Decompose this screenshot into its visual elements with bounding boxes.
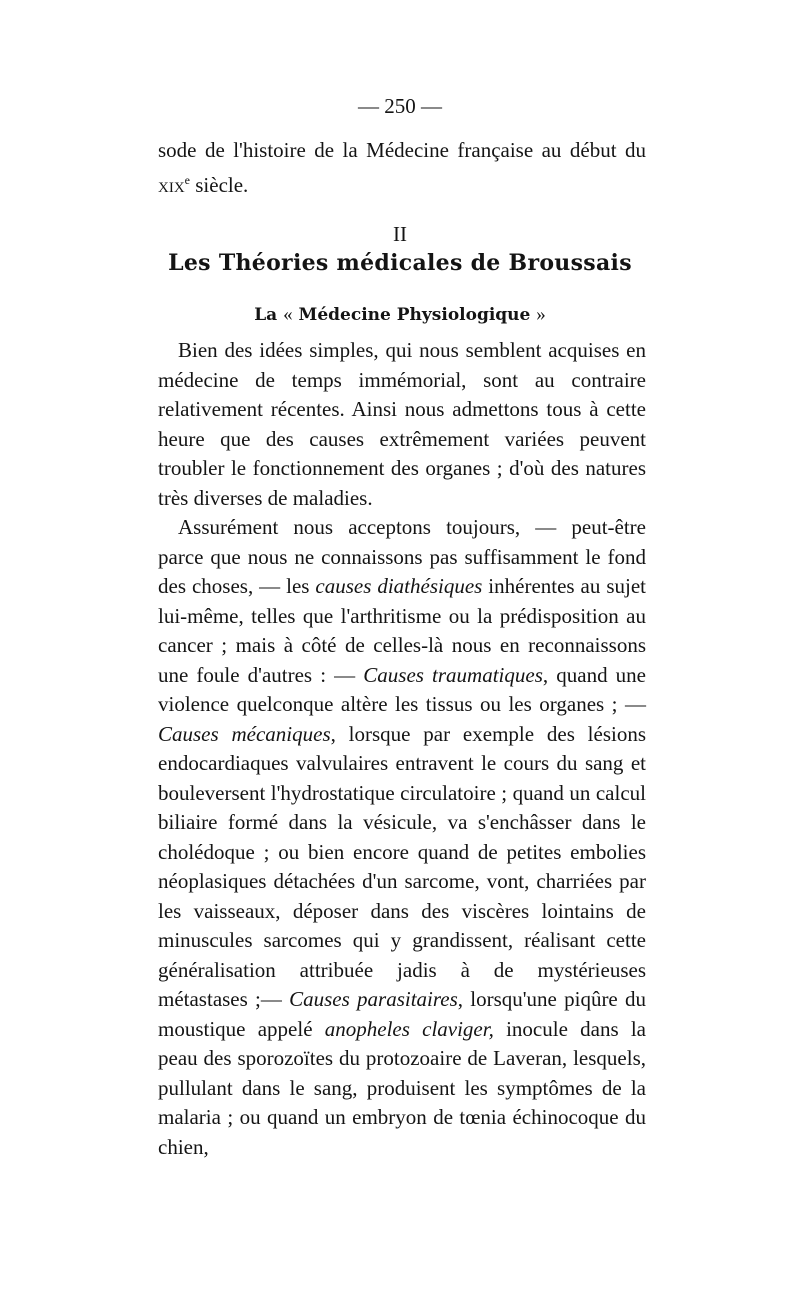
p2-italic-diathesiques: causes diathésiques xyxy=(315,574,483,598)
paragraph-1: Bien des idées simples, qui nous semblent acquises en médecine de temps immémorial, sont au contraire relativement récentes. Ainsi nous admettons tous à cette heure que des causes extrêmement variées peuvent troubler le fonctionnement des organes ; d'où des natures très diverses de maladies. xyxy=(158,338,646,510)
chapter-title: Les Théories médicales de Broussais xyxy=(168,250,632,276)
section-number: II xyxy=(393,222,407,246)
p2-text-3: , quand une violence quelconque altère les tissus ou les organes ; — xyxy=(158,662,646,716)
section-title-article: La xyxy=(254,305,284,325)
p2-text-6: inocule dans la peau des sporozoïtes du protozoaire de Laveran, lesquels, pullulant dans le sang, produisent les symptômes de la malaria ; ou quand un embryon de tœnia échinocoque du chien, xyxy=(158,1016,646,1159)
p2-text-4: , lorsque par exemple des lésions endocardiaques valvulaires entravent le cours du sang et bouleversent l'hydrostatique circulatoire ; quand un calcul biliaire formé dans la vésicule, va s'enchâsser dans le cholédoque ; ou bien encore quand de petites embolies néoplasiques détachées d'un sarcome, vont, charriées par les vaisseaux, déposer dans des viscères lointains de minuscules sarcomes qui y grandissent, réalisant cette généralisation attribuée jadis à de mystérieuses métastases ;— xyxy=(158,721,647,1011)
p2-italic-traumatiques: Causes traumatiques xyxy=(363,662,543,687)
century-superscript: e xyxy=(184,172,190,187)
p2-italic-parasitaires: Causes parasitaires xyxy=(289,987,458,1011)
p2-text-2: inhérentes au sujet lui-même, telles que l'arthritisme ou la prédisposition au cancer ; mais à côté de celles-là nous en reconnaissons une foule d'autres : — xyxy=(158,574,647,687)
p2-italic-mecaniques: Causes mécaniques xyxy=(158,721,331,746)
lead-text-end: siècle. xyxy=(190,172,249,197)
body-text xyxy=(158,336,646,1162)
section-title xyxy=(0,304,800,326)
section-title-text: Médecine Physiologique xyxy=(292,305,537,325)
lead-text: sode de l'histoire de la Médecine française au début du xyxy=(158,138,646,162)
lead-paragraph xyxy=(158,136,646,200)
p2-italic-anopheles: anopheles claviger, xyxy=(324,1016,494,1041)
p2-text-1: Assurément nous acceptons toujours, — peut-être parce que nous ne connaissons pas suffisamment le fond des choses, — les xyxy=(158,515,646,598)
century-numeral: xix xyxy=(158,172,185,197)
p2-text-5: , lorsqu'une piqûre du moustique appelé xyxy=(158,987,646,1041)
open-quote: « xyxy=(283,304,293,325)
close-quote: » xyxy=(536,304,546,325)
paragraph-2 xyxy=(158,513,646,1162)
page-number: — 250 — xyxy=(358,94,442,118)
